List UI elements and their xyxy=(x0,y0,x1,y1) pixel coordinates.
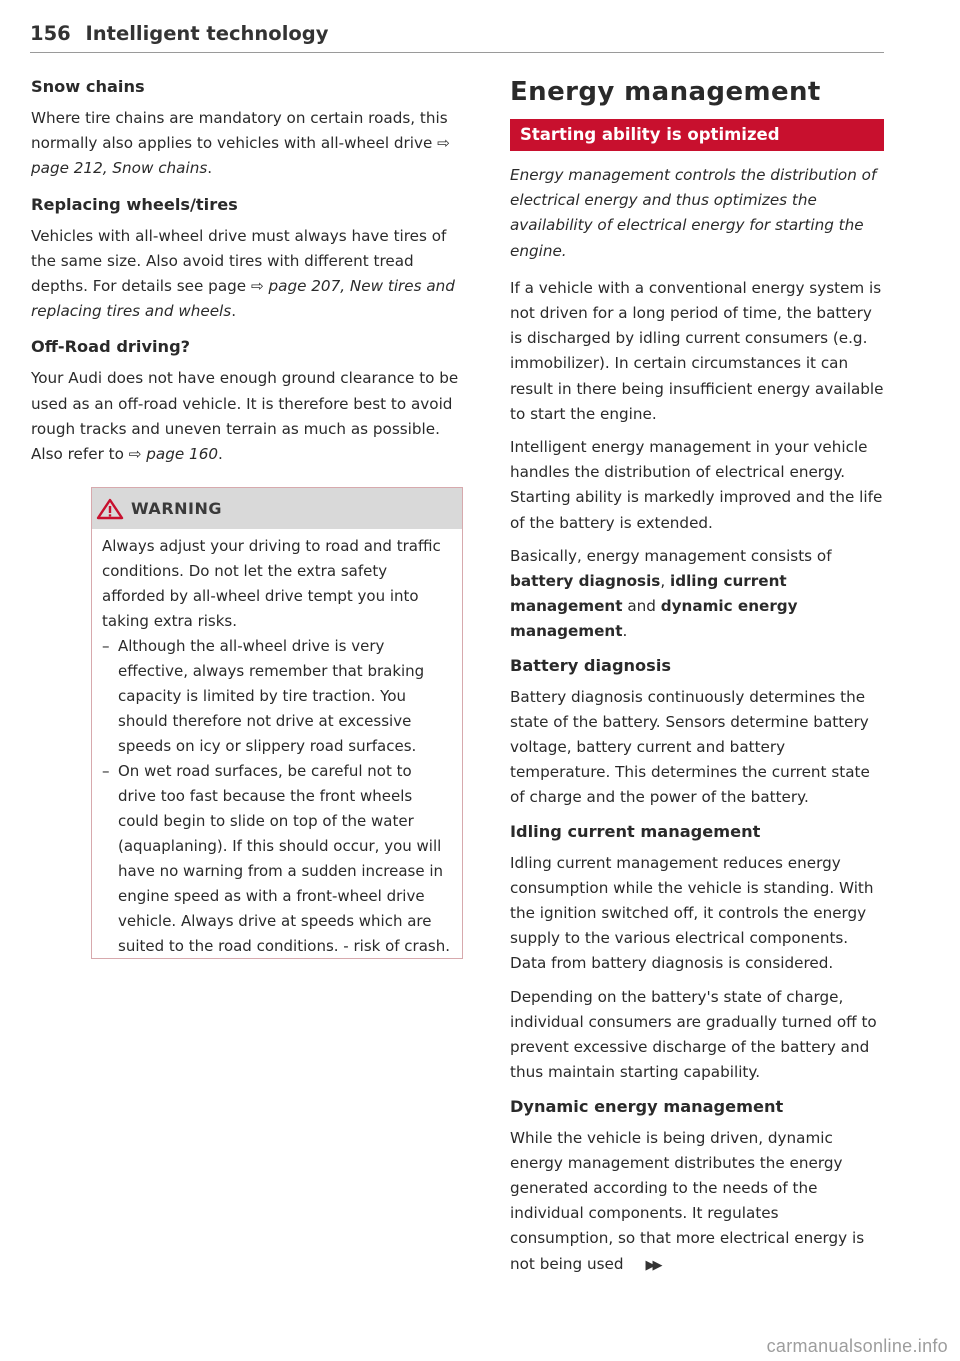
watermark: carmanualsonline.info xyxy=(766,1336,948,1356)
section-subtitle-bar: Starting ability is optimized xyxy=(510,119,884,151)
warning-body xyxy=(92,529,462,959)
snow-chains-page-ref[interactable]: ⇨ page 212, Snow chains xyxy=(31,134,450,178)
warning-triangle-icon xyxy=(96,498,124,520)
replacing-wheels-heading: Replacing wheels/tires xyxy=(31,194,238,214)
snow-chains-heading: Snow chains xyxy=(31,77,145,96)
warning-box xyxy=(91,487,463,959)
warning-list xyxy=(102,634,452,959)
paragraph-intelligent-management: Intelligent energy management in your vehicle handles the distribution of electrical energy. Starting ability is markedly improved and the life of the battery is extended. xyxy=(510,438,883,532)
replacing-wheels-text: Vehicles with all-wheel drive must always have tires of the same size. Also avoid tires with different tread depths. For details see page ⇨ page 207, New tires and replacing tires and wheels. xyxy=(31,226,455,321)
idling-current-text-2: Depending on the battery's state of charge, individual consumers are gradually turned off to prevent excessive discharge of the battery and thus maintain starting capability. xyxy=(510,987,877,1082)
intro-text: Energy management controls the distribution of electrical energy and thus optimizes the availability of electrical energy for starting the engine. xyxy=(510,166,877,260)
paragraph-components: Basically, energy management consists of battery diagnosis, idling current management and dynamic energy management. xyxy=(510,546,832,641)
chapter-title: Intelligent technology xyxy=(85,22,329,45)
off-road-heading: Off-Road driving? xyxy=(31,337,191,357)
continued-arrow-icon: ▶▶ xyxy=(645,1257,660,1273)
warning-title: WARNING xyxy=(131,499,222,518)
paragraph-conventional-system: If a vehicle with a conventional energy system is not driven for a long period of time, the battery is discharged by idling current consumers (e.g. immobilizer). In certain circumstances it can result in there being insufficient energy available to start the engine. xyxy=(510,278,884,423)
right-column xyxy=(510,76,884,1278)
idling-current-heading: Idling current management xyxy=(510,821,761,841)
dynamic-energy-text: While the vehicle is being driven, dynamic energy management distributes the energy generated according to the needs of the individual components. It regulates consumption, so that more electrical energy is not being used ▶▶ xyxy=(510,1126,884,1278)
warning-item: – On wet road surfaces, be careful not to drive too fast because the front wheels could begin to slide on top of the water (aquaplaning). If this should occur, you will have no warning from a sudden increase in engine speed as with a front-wheel drive vehicle. Always drive at speeds which are suited to the road conditions. - risk of crash. xyxy=(102,759,452,959)
off-road-page-ref[interactable]: ⇨ page 160 xyxy=(128,445,219,464)
battery-diagnosis-heading: Battery diagnosis xyxy=(510,655,671,675)
idling-current-text: Idling current management reduces energy consumption while the vehicle is standing. With the ignition switched off, it controls the energy supply to the various electrical components. Data from battery diagnosis is considered. xyxy=(510,853,874,973)
warning-header xyxy=(92,488,462,529)
page-number: 156 xyxy=(30,22,71,45)
section-title: Energy management xyxy=(510,77,821,107)
left-column xyxy=(31,76,464,467)
off-road-text: Your Audi does not have enough ground clearance to be used as an off-road vehicle. It is therefore best to avoid rough tracks and uneven terrain as much as possible. Also refer to ⇨ page 160. xyxy=(31,369,459,464)
page-header xyxy=(30,22,884,53)
dynamic-energy-heading: Dynamic energy management xyxy=(510,1096,784,1116)
battery-diagnosis-text: Battery diagnosis continuously determines the state of the battery. Sensors determine battery voltage, battery current and battery temperature. This determines the current state of charge and the power of the battery. xyxy=(510,687,870,807)
warning-item: – Although the all-wheel drive is very effective, always remember that braking capacity is limited by tire traction. You should therefore not drive at excessive speeds on icy or slippery road surfaces. xyxy=(102,634,452,759)
new-tires-page-ref[interactable]: ⇨ page 207, New tires and replacing tires and wheels xyxy=(31,277,455,321)
warning-intro: Always adjust your driving to road and traffic conditions. Do not let the extra safety afforded by all-wheel drive tempt you into taking extra risks. xyxy=(102,537,441,630)
snow-chains-text: Where tire chains are mandatory on certain roads, this normally also applies to vehicles with all-wheel drive ⇨ page 212, Snow chains. xyxy=(31,109,450,178)
